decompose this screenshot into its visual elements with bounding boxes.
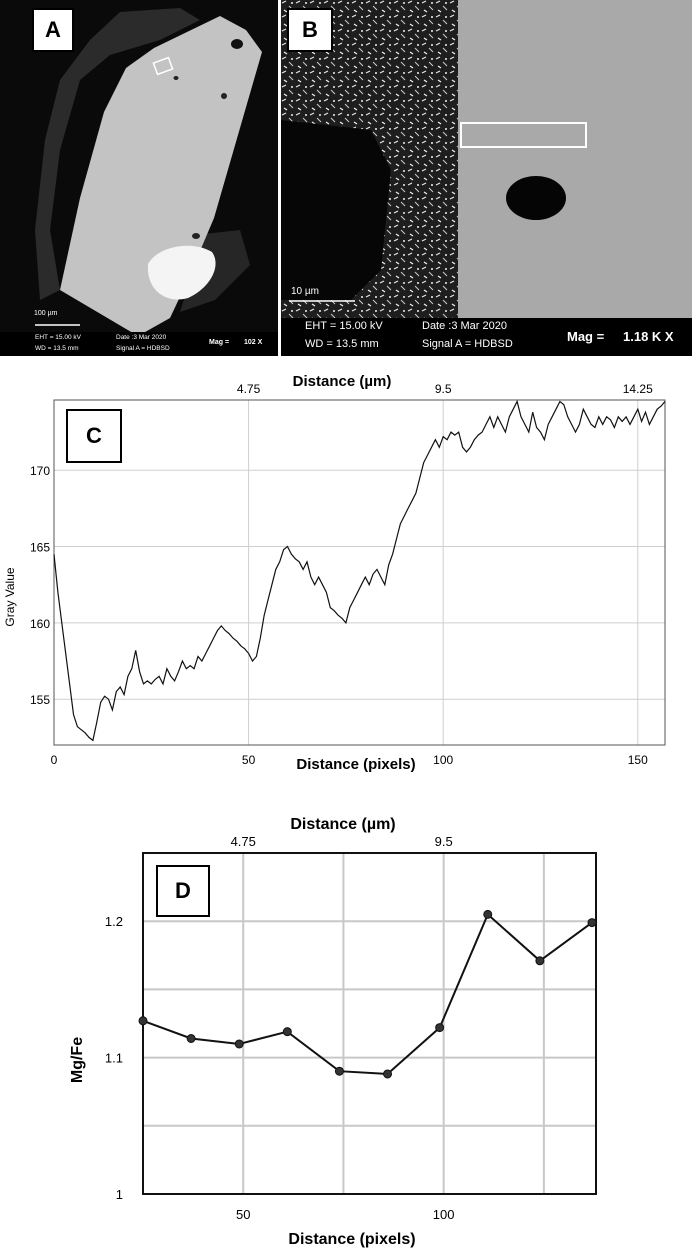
wd-label-a: WD = 13.5 mm (35, 345, 79, 352)
chart-c (0, 362, 692, 782)
y-tick-label: 1.2 (104, 914, 123, 930)
wd-label-b: WD = 13.5 mm (305, 338, 379, 350)
chart-c-y-ticks (30, 464, 50, 707)
date-label-b: Date :3 Mar 2020 (422, 320, 507, 332)
eht-label-a: EHT = 15.00 kV (35, 334, 81, 341)
y-tick-label: 160 (29, 616, 50, 631)
chart-d-svg (0, 810, 692, 1252)
chart-c-y-label: Gray Value (3, 567, 17, 627)
signal-label-b: Signal A = HDBSD (422, 338, 513, 350)
chart-c-grid (54, 400, 665, 745)
x-tick-label: 100 (432, 1207, 455, 1222)
x-tick-label: 0 (50, 753, 58, 767)
chart-d-top-ticks (231, 834, 453, 849)
data-point (588, 919, 596, 927)
y-tick-label: 155 (29, 693, 50, 708)
chart-d-series-line (143, 914, 592, 1074)
panel-letter-a: A (32, 8, 74, 52)
top-tick-label: 14.25 (622, 382, 653, 396)
data-point (139, 1017, 147, 1025)
x-tick-label: 100 (433, 753, 454, 767)
mag-value-b: 1.18 K X (623, 329, 674, 344)
chart-d (0, 810, 692, 1252)
y-tick-label: 1 (115, 1187, 123, 1202)
sem-image-a-graphic (0, 0, 278, 356)
y-tick-label: 1.1 (104, 1050, 123, 1066)
mag-label-b: Mag = (567, 329, 605, 344)
top-tick-label: 4.75 (236, 382, 261, 396)
chart-c-x2-label: Distance (µm) (292, 373, 392, 390)
chart-d-y-ticks (105, 914, 123, 1202)
data-point (384, 1070, 392, 1078)
chart-d-x-label: Distance (pixels) (288, 1231, 416, 1248)
data-point (235, 1040, 243, 1048)
data-point (536, 957, 544, 965)
top-tick-label: 4.75 (230, 834, 256, 849)
chart-c-frame (54, 400, 665, 745)
chart-d-grid (143, 853, 596, 1194)
data-point (283, 1028, 291, 1036)
chart-d-points (139, 910, 596, 1078)
data-point (187, 1035, 195, 1043)
mag-label-a: Mag = (209, 339, 230, 346)
sem-image-b (281, 0, 692, 356)
chart-d-y-label: Mg/Fe (69, 1036, 86, 1084)
date-label-a: Date :3 Mar 2020 (116, 334, 167, 341)
chart-c-x-label: Distance (pixels) (296, 756, 416, 773)
signal-label-a: Signal A = HDBSD (116, 345, 170, 352)
panel-letter-c: C (66, 409, 122, 463)
y-tick-label: 165 (29, 540, 50, 555)
x-tick-label: 150 (627, 753, 648, 767)
scale-bar-label-a: 100 µm (34, 310, 58, 317)
sem-image-a (0, 0, 278, 356)
data-point (335, 1067, 343, 1075)
chart-d-x2-label: Distance (µm) (290, 816, 396, 833)
chart-d-frame (143, 853, 596, 1194)
top-tick-label: 9.5 (434, 834, 453, 849)
sem-image-b-graphic (281, 0, 692, 356)
panel-letter-b: B (287, 8, 333, 52)
top-tick-label: 9.5 (434, 382, 452, 396)
x-tick-label: 50 (235, 1207, 251, 1222)
eht-label-b: EHT = 15.00 kV (305, 320, 383, 332)
mag-value-a: 102 X (244, 339, 263, 346)
chart-c-series-line (54, 402, 665, 741)
chart-d-x-ticks (236, 1207, 455, 1222)
scale-bar-label-b: 10 µm (291, 286, 319, 297)
y-tick-label: 170 (29, 464, 50, 479)
panel-letter-d: D (156, 865, 210, 917)
data-point (436, 1024, 444, 1032)
data-point (484, 910, 492, 918)
x-tick-label: 50 (241, 753, 256, 767)
